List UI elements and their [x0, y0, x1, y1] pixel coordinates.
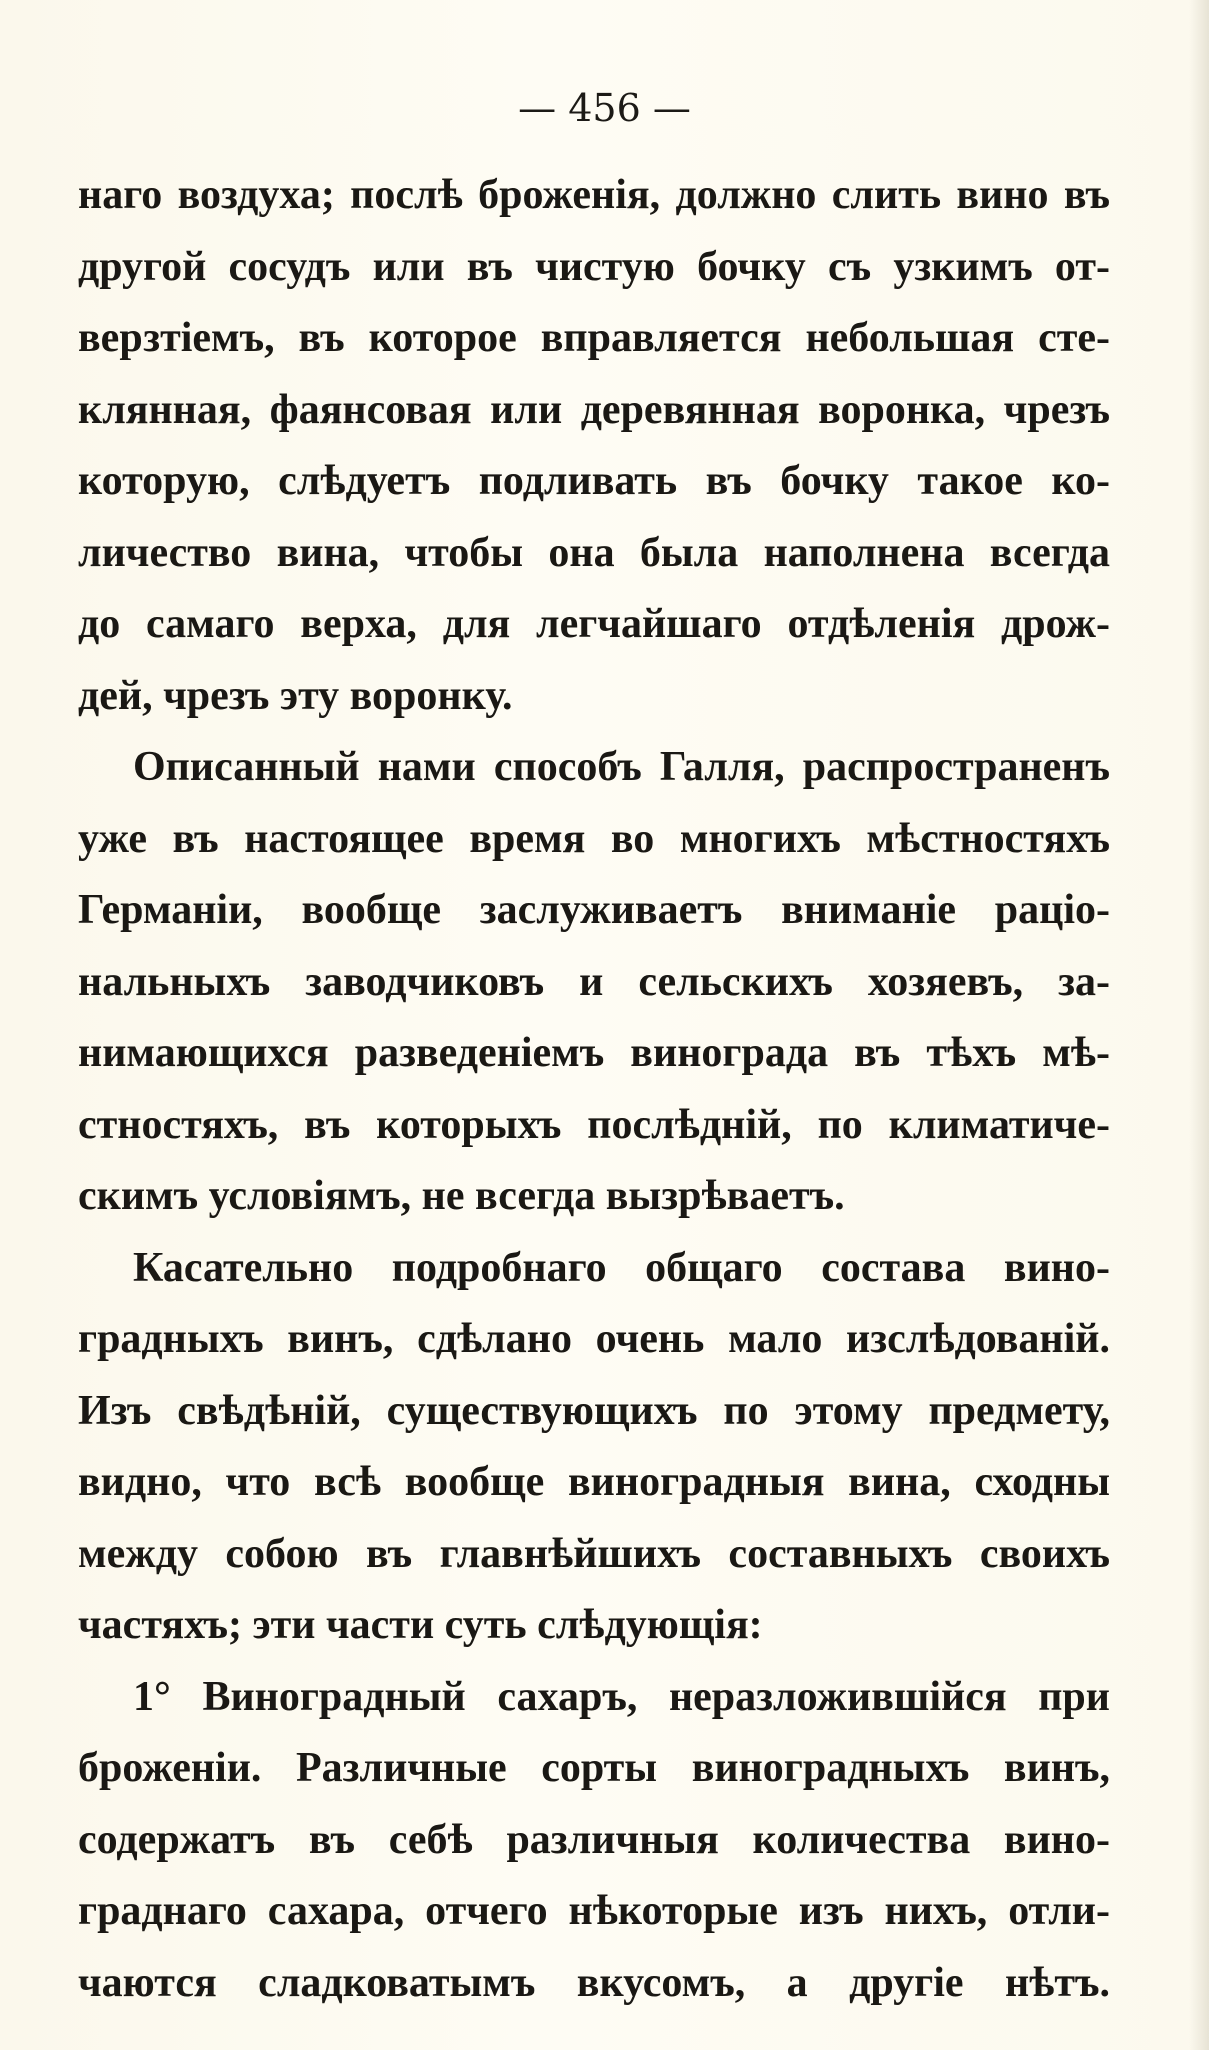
- text-line: чаются сладковатымъ вкусомъ, а другіе нѣтъ.: [78, 1959, 1110, 2006]
- text-line: до самаго верха, для легчайшаго отдѣленія дрож-: [78, 601, 1110, 647]
- text-line: содержатъ въ себѣ различныя количества вино-: [78, 1816, 1110, 1863]
- text-line: броженіи. Различные сорты виноградныхъ винъ,: [78, 1745, 1110, 1791]
- body-text: [78, 160, 1110, 2019]
- text-line: другой сосудъ или въ чистую бочку съ узкимъ от-: [78, 243, 1110, 290]
- text-line: Касательно подробнаго общаго состава вино-: [133, 1244, 1110, 1291]
- text-line: стностяхъ, въ которыхъ послѣдній, по климатиче-: [78, 1101, 1110, 1148]
- text-line: видно, что всѣ вообще виноградныя вина, сходны: [78, 1459, 1110, 1505]
- text-line: скимъ условіямъ, не всегда вызрѣваетъ.: [78, 1173, 845, 1219]
- page-number: — 456 —: [518, 86, 691, 130]
- text-line: между собою въ главнѣйшихъ составныхъ своихъ: [78, 1530, 1110, 1577]
- text-line: частяхъ; эти части суть слѣдующія:: [78, 1602, 763, 1648]
- text-line: граднаго сахара, отчего нѣкоторые изъ нихъ, отли-: [78, 1888, 1110, 1934]
- text-line: личество вина, чтобы она была наполнена всегда: [78, 529, 1110, 576]
- text-line: нальныхъ заводчиковъ и сельскихъ хозяевъ, за-: [78, 958, 1110, 1005]
- text-line: наго воздуха; послѣ броженія, должно слить вино въ: [78, 172, 1110, 218]
- text-line: Германіи, вообще заслуживаетъ вниманіе раціо-: [78, 887, 1110, 933]
- text-line: дей, чрезъ эту воронку.: [78, 672, 513, 719]
- text-line: Изъ свѣдѣній, существующихъ по этому предмету,: [78, 1387, 1110, 1434]
- text-line: которую, слѣдуетъ подливать въ бочку такое ко-: [78, 458, 1110, 504]
- text-line: верзтіемъ, въ которое вправляется небольшая сте-: [78, 315, 1110, 361]
- text-line: нимающихся разведеніемъ винограда въ тѣхъ мѣ-: [78, 1030, 1110, 1076]
- text-line: 1° Виноградный сахаръ, неразложившійся при: [133, 1673, 1110, 1720]
- page-edge-shadow: [1189, 0, 1209, 2050]
- text-line: Описанный нами способъ Галля, распространенъ: [133, 744, 1110, 790]
- text-line: градныхъ винъ, сдѣлано очень мало изслѣдованій.: [78, 1316, 1110, 1362]
- text-line: уже въ настоящее время во многихъ мѣстностяхъ: [78, 815, 1110, 862]
- text-line: клянная, фаянсовая или деревянная воронка, чрезъ: [78, 386, 1110, 433]
